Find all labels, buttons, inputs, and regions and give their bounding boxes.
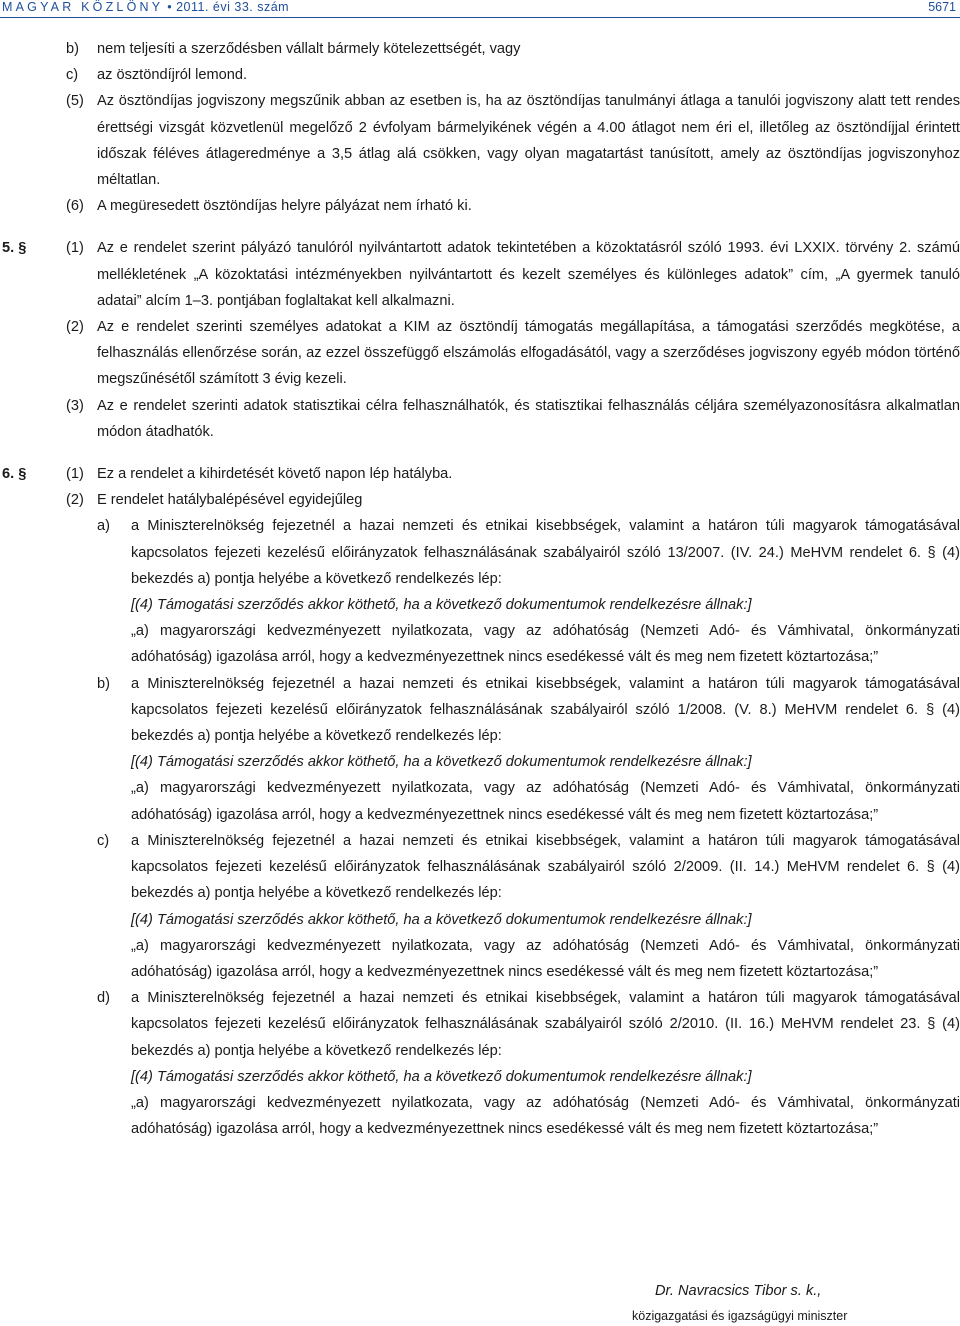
amendment-text: „a) magyarországi kedvezményezett nyilatkozata, vagy az adóhatóság (Nemzeti Adó- és Vámhivatal, önkormányzati adóhatóság) igazolása arról, hogy a kedvezményezettnek nincs esedékessé vált és meg nem fizetett köztartozása;”: [131, 1094, 960, 1138]
section-number: 6. §: [2, 466, 27, 483]
paragraph-text: Az e rendelet szerinti adatok statisztikai célra felhasználhatók, és statisztikai felhasználás céljára személyazonosításra alkalmatlan módon átadhatók.: [97, 397, 960, 440]
paragraph-number: (6): [66, 198, 84, 215]
item-c-quote: [0, 907, 960, 933]
amendment-text: „a) magyarországi kedvezményezett nyilatkozata, vagy az adóhatóság (Nemzeti Adó- és Vámhivatal, önkormányzati adóhatóság) igazolása arról, hogy a kedvezményezettnek nincs esedékessé vált és meg nem fizetett köztartozása;”: [131, 623, 960, 666]
item-a: [0, 513, 960, 592]
paragraph-number: (3): [66, 397, 84, 414]
quoted-heading: [(4) Támogatási szerződés akkor köthető, ha a következő dokumentumok rendelkezésre állnak:]: [131, 754, 752, 771]
clause-number: c): [66, 67, 79, 84]
item-number: d): [97, 990, 110, 1007]
clause-b: [0, 36, 960, 62]
paragraph-1: [0, 461, 960, 487]
paragraph-text: E rendelet hatálybalépésével egyidejűleg: [97, 492, 363, 509]
item-b: [0, 671, 960, 750]
item-c: [0, 828, 960, 907]
item-text: a Miniszterelnökség fejezetnél a hazai nemzeti és etnikai kisebbségek, valamint a határon túli magyarok támogatásával kapcsolatos fejezeti kezelésű előirányzatok felhasználásának szabályairól szóló 2/2010. (II. 16.) MeHVM rendelet 23. § (4) bekezdés a) pontja helyébe a következő rendelkezés lép:: [131, 990, 960, 1059]
clause-number: b): [66, 41, 79, 57]
page-header: [0, 0, 960, 18]
item-d-quote: [0, 1064, 960, 1090]
clause-text: nem teljesíti a szerződésben vállalt bármely kötelezettségét, vagy: [97, 41, 521, 57]
item-number: b): [97, 675, 110, 692]
issue-number: • 2011. évi 33. szám: [167, 0, 290, 14]
paragraph-5: [0, 88, 960, 193]
paragraph-text: Az e rendelet szerinti személyes adatokat a KIM az ösztöndíj támogatás megállapítása, a támogatási szerződés megkötése, a felhasználás ellenőrzése során, az ezzel összefüggő elszámolás elfogadásától, vagy a szerződéses jogviszony egyéb módon történő megszűnésétől számított 3 évig kezeli.: [97, 319, 960, 388]
item-d-amendment: [0, 1090, 960, 1142]
section-5: [0, 235, 960, 445]
paragraph-text: Az ösztöndíjas jogviszony megszűnik abban az esetben is, ha az ösztöndíjas tanulmányi átlaga a tanulói jogviszony alatt tett rendes érettségi vizsgát közvetlenül megelőző 2 évfolyam bármelyikének végén a 4.00 átlagot nem éri el, illetőleg az ösztöndíjjal érintett időszak féléves átlageredménye a 3,5 átlag alá csökken, vagy olyan magatartást tanúsított, amely az ösztöndíjas jogviszonyhoz méltatlan.: [97, 93, 960, 189]
paragraph-number: (1): [66, 240, 84, 257]
paragraph-3: [0, 393, 960, 445]
page-number: 5671: [928, 0, 956, 14]
amendment-text: „a) magyarországi kedvezményezett nyilatkozata, vagy az adóhatóság (Nemzeti Adó- és Vámhivatal, önkormányzati adóhatóság) igazolása arról, hogy a kedvezményezettnek nincs esedékessé vált és meg nem fizetett köztartozása;”: [131, 780, 960, 823]
item-a-amendment: [0, 618, 960, 670]
journal-title: [2, 0, 289, 14]
section-6: [0, 461, 960, 1142]
item-text: a Miniszterelnökség fejezetnél a hazai nemzeti és etnikai kisebbségek, valamint a határon túli magyarok támogatásával kapcsolatos fejezeti kezelésű előirányzatok felhasználásának szabályairól szóló 13/2007. (IV. 24.) MeHVM rendelet 6. § (4) bekezdés a) pontja helyébe a következő rendelkezés lép:: [131, 518, 960, 587]
clause-text: az ösztöndíjról lemond.: [97, 67, 248, 84]
item-b-amendment: [0, 775, 960, 827]
paragraph-number: (1): [66, 466, 84, 483]
item-c-amendment: [0, 933, 960, 985]
paragraph-1: [0, 235, 960, 314]
item-text: a Miniszterelnökség fejezetnél a hazai nemzeti és etnikai kisebbségek, valamint a határon túli magyarok támogatásával kapcsolatos fejezeti kezelésű előirányzatok felhasználásának szabályairól szóló 1/2008. (V. 8.) MeHVM rendelet 6. § (4) bekezdés a) pontja helyébe a következő rendelkezés lép:: [131, 675, 960, 745]
paragraph-number: (5): [66, 93, 84, 110]
item-number: a): [97, 518, 110, 535]
paragraph-number: (2): [66, 492, 84, 509]
journal-name: MAGYAR KÖZLÖNY: [2, 0, 164, 14]
signatory-title: közigazgatási és igazságügyi miniszter: [632, 1309, 848, 1323]
item-number: c): [97, 832, 110, 849]
paragraph-text: Ez a rendelet a kihirdetését követő napon lép hatályba.: [97, 466, 453, 483]
item-b-quote: [0, 749, 960, 775]
item-text: a Miniszterelnökség fejezetnél a hazai nemzeti és etnikai kisebbségek, valamint a határon túli magyarok támogatásával kapcsolatos fejezeti kezelésű előirányzatok felhasználásának szabályairól szóló 2/2009. (II. 14.) MeHVM rendelet 6. § (4) bekezdés a) pontja helyébe a következő rendelkezés lép:: [131, 832, 960, 902]
clause-c: [0, 62, 960, 88]
paragraph-6: [0, 193, 960, 219]
item-d: [0, 985, 960, 1064]
paragraph-2: [0, 314, 960, 393]
signatory-name: Dr. Navracsics Tibor s. k.,: [655, 1283, 822, 1299]
paragraph-number: (2): [66, 319, 84, 336]
quoted-heading: [(4) Támogatási szerződés akkor köthető, ha a következő dokumentumok rendelkezésre állnak:]: [131, 1068, 752, 1085]
paragraph-text: A megüresedett ösztöndíjas helyre pályázat nem írható ki.: [97, 198, 472, 215]
paragraph-text: Az e rendelet szerint pályázó tanulóról nyilvántartott adatok tekintetében a közoktatásról szóló 1993. évi LXXIX. törvény 2. számú mellékletének „A közoktatási intézményekben nyilvántartott és kezelt személyes és különleges adatok” cím, „A gyermek tanuló adatai” alcím 1–3. pontjában foglaltakat kell alkalmazni.: [97, 240, 960, 309]
amendment-text: „a) magyarországi kedvezményezett nyilatkozata, vagy az adóhatóság (Nemzeti Adó- és Vámhivatal, önkormányzati adóhatóság) igazolása arról, hogy a kedvezményezettnek nincs esedékessé vált és meg nem fizetett köztartozása;”: [131, 937, 960, 980]
item-a-quote: [0, 592, 960, 618]
quoted-heading: [(4) Támogatási szerződés akkor köthető, ha a következő dokumentumok rendelkezésre állnak:]: [131, 911, 752, 928]
paragraph-2: [0, 487, 960, 513]
quoted-heading: [(4) Támogatási szerződés akkor köthető, ha a következő dokumentumok rendelkezésre állnak:]: [131, 597, 752, 614]
document-body: [0, 36, 960, 1142]
section-number: 5. §: [2, 240, 27, 257]
